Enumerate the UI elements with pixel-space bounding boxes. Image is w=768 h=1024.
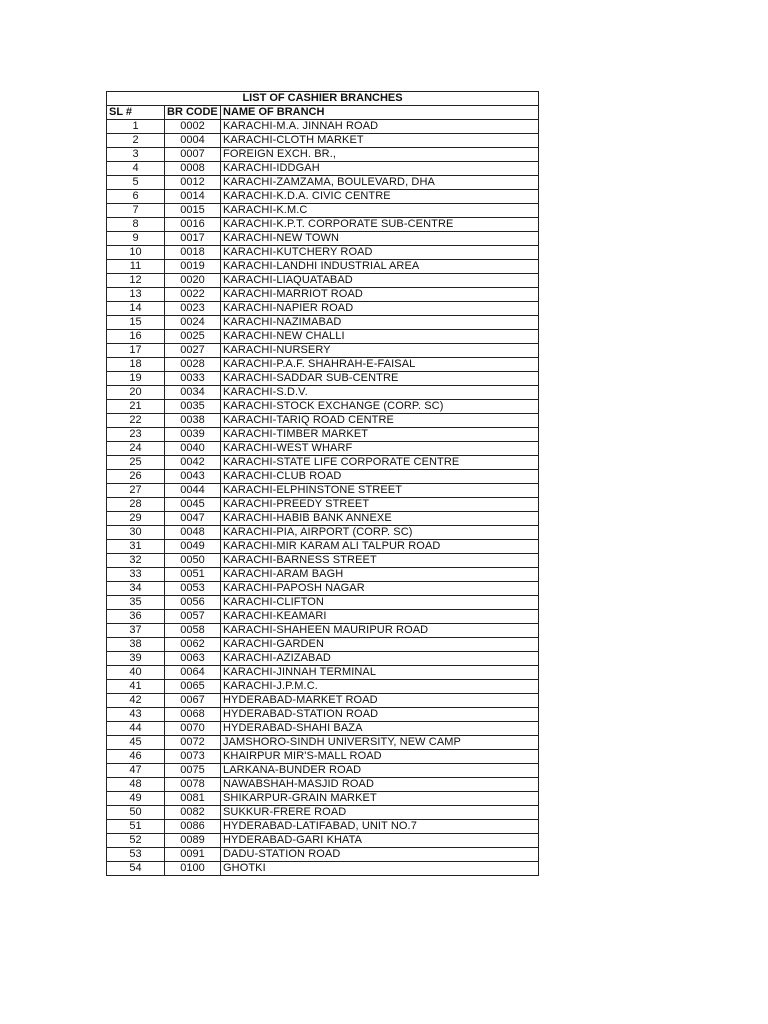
table-row <box>107 694 539 708</box>
table-row <box>107 512 539 526</box>
branch-code-cell: 0016 <box>165 218 221 232</box>
branch-name-cell: KARACHI-NAZIMABAD <box>221 316 539 330</box>
sl-cell: 25 <box>107 456 165 470</box>
table-row <box>107 204 539 218</box>
table-row <box>107 666 539 680</box>
branch-code-cell: 0024 <box>165 316 221 330</box>
branch-name-cell: KARACHI-BARNESS STREET <box>221 554 539 568</box>
sl-cell: 14 <box>107 302 165 316</box>
branch-code-cell: 0091 <box>165 848 221 862</box>
branch-name-cell: KARACHI-NEW TOWN <box>221 232 539 246</box>
sl-cell: 23 <box>107 428 165 442</box>
sl-cell: 52 <box>107 834 165 848</box>
branch-code-cell: 0034 <box>165 386 221 400</box>
table-row <box>107 414 539 428</box>
branch-code-cell: 0049 <box>165 540 221 554</box>
sl-cell: 36 <box>107 610 165 624</box>
table-row <box>107 260 539 274</box>
table-row <box>107 834 539 848</box>
table-row <box>107 176 539 190</box>
branch-name-cell: HYDERABAD-GARI KHATA <box>221 834 539 848</box>
branch-name-cell: KARACHI-PIA, AIRPORT (CORP. SC) <box>221 526 539 540</box>
sl-cell: 47 <box>107 764 165 778</box>
branch-code-cell: 0022 <box>165 288 221 302</box>
branch-name-cell: KARACHI-ZAMZAMA, BOULEVARD, DHA <box>221 176 539 190</box>
table-row <box>107 232 539 246</box>
sl-cell: 30 <box>107 526 165 540</box>
branch-name-cell: KARACHI-STOCK EXCHANGE (CORP. SC) <box>221 400 539 414</box>
branch-name-cell: KARACHI-TARIQ ROAD CENTRE <box>221 414 539 428</box>
branch-code-cell: 0057 <box>165 610 221 624</box>
table-row <box>107 540 539 554</box>
branch-code-cell: 0027 <box>165 344 221 358</box>
table-row <box>107 484 539 498</box>
sl-cell: 21 <box>107 400 165 414</box>
branch-name-cell: SUKKUR-FRERE ROAD <box>221 806 539 820</box>
branch-code-cell: 0051 <box>165 568 221 582</box>
table-row <box>107 190 539 204</box>
table-row <box>107 428 539 442</box>
branch-code-cell: 0065 <box>165 680 221 694</box>
table-row <box>107 554 539 568</box>
branch-name-cell: KARACHI-JINNAH TERMINAL <box>221 666 539 680</box>
table-row <box>107 218 539 232</box>
table-row <box>107 778 539 792</box>
table-row <box>107 344 539 358</box>
branch-code-cell: 0007 <box>165 148 221 162</box>
table-row <box>107 722 539 736</box>
branch-code-cell: 0004 <box>165 134 221 148</box>
branch-name-cell: HYDERABAD-SHAHI BAZA <box>221 722 539 736</box>
sl-cell: 19 <box>107 372 165 386</box>
sl-cell: 7 <box>107 204 165 218</box>
branch-code-cell: 0012 <box>165 176 221 190</box>
branch-code-cell: 0015 <box>165 204 221 218</box>
branch-name-cell: KARACHI-PREEDY STREET <box>221 498 539 512</box>
branch-name-cell: KARACHI-TIMBER MARKET <box>221 428 539 442</box>
branch-code-cell: 0070 <box>165 722 221 736</box>
branch-name-cell: SHIKARPUR-GRAIN MARKET <box>221 792 539 806</box>
table-row <box>107 624 539 638</box>
sl-cell: 22 <box>107 414 165 428</box>
branch-code-cell: 0053 <box>165 582 221 596</box>
branch-name-cell: KARACHI-IDDGAH <box>221 162 539 176</box>
table-row <box>107 120 539 134</box>
sl-column-header: SL # <box>107 106 165 120</box>
branch-code-cell: 0040 <box>165 442 221 456</box>
branch-code-cell: 0050 <box>165 554 221 568</box>
sl-cell: 35 <box>107 596 165 610</box>
sl-cell: 49 <box>107 792 165 806</box>
sl-cell: 12 <box>107 274 165 288</box>
branch-code-cell: 0073 <box>165 750 221 764</box>
table-row <box>107 568 539 582</box>
table-row <box>107 498 539 512</box>
branch-name-cell: HYDERABAD-MARKET ROAD <box>221 694 539 708</box>
branch-code-cell: 0043 <box>165 470 221 484</box>
branch-code-cell: 0075 <box>165 764 221 778</box>
table-row <box>107 708 539 722</box>
branch-code-cell: 0028 <box>165 358 221 372</box>
branch-name-cell: KARACHI-M.A. JINNAH ROAD <box>221 120 539 134</box>
sl-cell: 18 <box>107 358 165 372</box>
branch-name-cell: KARACHI-J.P.M.C. <box>221 680 539 694</box>
sl-cell: 2 <box>107 134 165 148</box>
table-row <box>107 330 539 344</box>
sl-cell: 17 <box>107 344 165 358</box>
branch-code-cell: 0100 <box>165 862 221 876</box>
table-row <box>107 736 539 750</box>
sl-cell: 46 <box>107 750 165 764</box>
table-row <box>107 386 539 400</box>
table-row <box>107 162 539 176</box>
sl-cell: 3 <box>107 148 165 162</box>
branch-code-cell: 0038 <box>165 414 221 428</box>
branch-code-cell: 0064 <box>165 666 221 680</box>
branch-name-cell: KARACHI-SHAHEEN MAURIPUR ROAD <box>221 624 539 638</box>
branch-code-cell: 0078 <box>165 778 221 792</box>
branch-code-cell: 0081 <box>165 792 221 806</box>
table-row <box>107 764 539 778</box>
sl-cell: 8 <box>107 218 165 232</box>
branch-code-cell: 0018 <box>165 246 221 260</box>
branch-name-cell: KARACHI-CLIFTON <box>221 596 539 610</box>
table-title: LIST OF CASHIER BRANCHES <box>107 92 539 106</box>
branch-code-cell: 0002 <box>165 120 221 134</box>
branch-name-cell: KARACHI-CLOTH MARKET <box>221 134 539 148</box>
sl-cell: 6 <box>107 190 165 204</box>
branch-name-cell: KARACHI-K.M.C <box>221 204 539 218</box>
table-row <box>107 820 539 834</box>
sl-cell: 44 <box>107 722 165 736</box>
branch-name-cell: KARACHI-MARRIOT ROAD <box>221 288 539 302</box>
branch-code-cell: 0056 <box>165 596 221 610</box>
sl-cell: 31 <box>107 540 165 554</box>
branch-code-cell: 0058 <box>165 624 221 638</box>
sl-cell: 50 <box>107 806 165 820</box>
branch-name-cell: KARACHI-P.A.F. SHAHRAH-E-FAISAL <box>221 358 539 372</box>
table-row <box>107 274 539 288</box>
sl-cell: 34 <box>107 582 165 596</box>
branch-code-cell: 0044 <box>165 484 221 498</box>
table-row <box>107 288 539 302</box>
table-row <box>107 582 539 596</box>
table-row <box>107 806 539 820</box>
branch-name-cell: KARACHI-NAPIER ROAD <box>221 302 539 316</box>
sl-cell: 48 <box>107 778 165 792</box>
table-row <box>107 134 539 148</box>
table-header-row <box>107 106 539 120</box>
sl-cell: 29 <box>107 512 165 526</box>
table-row <box>107 246 539 260</box>
branch-name-cell: KARACHI-S.D.V. <box>221 386 539 400</box>
branch-code-cell: 0017 <box>165 232 221 246</box>
branch-code-cell: 0023 <box>165 302 221 316</box>
branch-name-cell: KARACHI-MIR KARAM ALI TALPUR ROAD <box>221 540 539 554</box>
branch-name-cell: KARACHI-AZIZABAD <box>221 652 539 666</box>
branch-name-cell: KARACHI-PAPOSH NAGAR <box>221 582 539 596</box>
sl-cell: 54 <box>107 862 165 876</box>
sl-cell: 40 <box>107 666 165 680</box>
sl-cell: 4 <box>107 162 165 176</box>
branch-code-cell: 0068 <box>165 708 221 722</box>
sl-cell: 16 <box>107 330 165 344</box>
table-row <box>107 526 539 540</box>
sl-cell: 15 <box>107 316 165 330</box>
branch-code-column-header: BR CODE <box>165 106 221 120</box>
branch-name-cell: KARACHI-ELPHINSTONE STREET <box>221 484 539 498</box>
branch-name-cell: KARACHI-KEAMARI <box>221 610 539 624</box>
branch-name-cell: HYDERABAD-STATION ROAD <box>221 708 539 722</box>
branch-name-column-header: NAME OF BRANCH <box>221 106 539 120</box>
table-row <box>107 316 539 330</box>
table-title-row <box>107 92 539 106</box>
branch-name-cell: KARACHI-KUTCHERY ROAD <box>221 246 539 260</box>
branch-name-cell: KARACHI-STATE LIFE CORPORATE CENTRE <box>221 456 539 470</box>
branch-code-cell: 0048 <box>165 526 221 540</box>
branch-name-cell: FOREIGN EXCH. BR., <box>221 148 539 162</box>
sl-cell: 9 <box>107 232 165 246</box>
branch-code-cell: 0067 <box>165 694 221 708</box>
table-row <box>107 750 539 764</box>
branch-code-cell: 0086 <box>165 820 221 834</box>
sl-cell: 42 <box>107 694 165 708</box>
branch-code-cell: 0025 <box>165 330 221 344</box>
table-row <box>107 610 539 624</box>
branch-code-cell: 0035 <box>165 400 221 414</box>
table-row <box>107 638 539 652</box>
table-row <box>107 680 539 694</box>
table-row <box>107 470 539 484</box>
table-row <box>107 792 539 806</box>
sl-cell: 10 <box>107 246 165 260</box>
branch-name-cell: KARACHI-LIAQUATABAD <box>221 274 539 288</box>
table-row <box>107 442 539 456</box>
branch-name-cell: LARKANA-BUNDER ROAD <box>221 764 539 778</box>
sl-cell: 41 <box>107 680 165 694</box>
branch-code-cell: 0047 <box>165 512 221 526</box>
table-row <box>107 372 539 386</box>
sl-cell: 38 <box>107 638 165 652</box>
table-row <box>107 596 539 610</box>
sl-cell: 43 <box>107 708 165 722</box>
branch-name-cell: KARACHI-CLUB ROAD <box>221 470 539 484</box>
branch-code-cell: 0033 <box>165 372 221 386</box>
branch-code-cell: 0045 <box>165 498 221 512</box>
branch-name-cell: HYDERABAD-LATIFABAD, UNIT NO.7 <box>221 820 539 834</box>
branch-name-cell: KARACHI-SADDAR SUB-CENTRE <box>221 372 539 386</box>
branch-code-cell: 0039 <box>165 428 221 442</box>
table-row <box>107 652 539 666</box>
branch-name-cell: KARACHI-WEST WHARF <box>221 442 539 456</box>
branch-name-cell: KHAIRPUR MIR'S-MALL ROAD <box>221 750 539 764</box>
branch-code-cell: 0014 <box>165 190 221 204</box>
sl-cell: 11 <box>107 260 165 274</box>
table-row <box>107 456 539 470</box>
branch-name-cell: KARACHI-HABIB BANK ANNEXE <box>221 512 539 526</box>
branch-name-cell: GHOTKI <box>221 862 539 876</box>
branch-name-cell: DADU-STATION ROAD <box>221 848 539 862</box>
sl-cell: 5 <box>107 176 165 190</box>
sl-cell: 51 <box>107 820 165 834</box>
branch-name-cell: KARACHI-LANDHI INDUSTRIAL AREA <box>221 260 539 274</box>
sl-cell: 24 <box>107 442 165 456</box>
branch-code-cell: 0008 <box>165 162 221 176</box>
sl-cell: 33 <box>107 568 165 582</box>
sl-cell: 28 <box>107 498 165 512</box>
sl-cell: 32 <box>107 554 165 568</box>
branch-name-cell: KARACHI-K.P.T. CORPORATE SUB-CENTRE <box>221 218 539 232</box>
branch-name-cell: KARACHI-ARAM BAGH <box>221 568 539 582</box>
branch-code-cell: 0019 <box>165 260 221 274</box>
branch-code-cell: 0042 <box>165 456 221 470</box>
table-row <box>107 400 539 414</box>
branch-name-cell: JAMSHORO-SINDH UNIVERSITY, NEW CAMP <box>221 736 539 750</box>
table-row <box>107 302 539 316</box>
branch-name-cell: KARACHI-NURSERY <box>221 344 539 358</box>
table-row <box>107 148 539 162</box>
table-row <box>107 848 539 862</box>
branch-code-cell: 0062 <box>165 638 221 652</box>
branch-name-cell: KARACHI-GARDEN <box>221 638 539 652</box>
branch-table <box>106 91 539 876</box>
sl-cell: 37 <box>107 624 165 638</box>
sl-cell: 1 <box>107 120 165 134</box>
branch-code-cell: 0082 <box>165 806 221 820</box>
sl-cell: 53 <box>107 848 165 862</box>
branch-code-cell: 0089 <box>165 834 221 848</box>
sl-cell: 39 <box>107 652 165 666</box>
branch-code-cell: 0072 <box>165 736 221 750</box>
branch-code-cell: 0020 <box>165 274 221 288</box>
sl-cell: 13 <box>107 288 165 302</box>
table-row <box>107 862 539 876</box>
sl-cell: 27 <box>107 484 165 498</box>
sl-cell: 20 <box>107 386 165 400</box>
sl-cell: 45 <box>107 736 165 750</box>
branch-name-cell: NAWABSHAH-MASJID ROAD <box>221 778 539 792</box>
branch-code-cell: 0063 <box>165 652 221 666</box>
sl-cell: 26 <box>107 470 165 484</box>
branch-name-cell: KARACHI-NEW CHALLI <box>221 330 539 344</box>
table-row <box>107 358 539 372</box>
branch-name-cell: KARACHI-K.D.A. CIVIC CENTRE <box>221 190 539 204</box>
